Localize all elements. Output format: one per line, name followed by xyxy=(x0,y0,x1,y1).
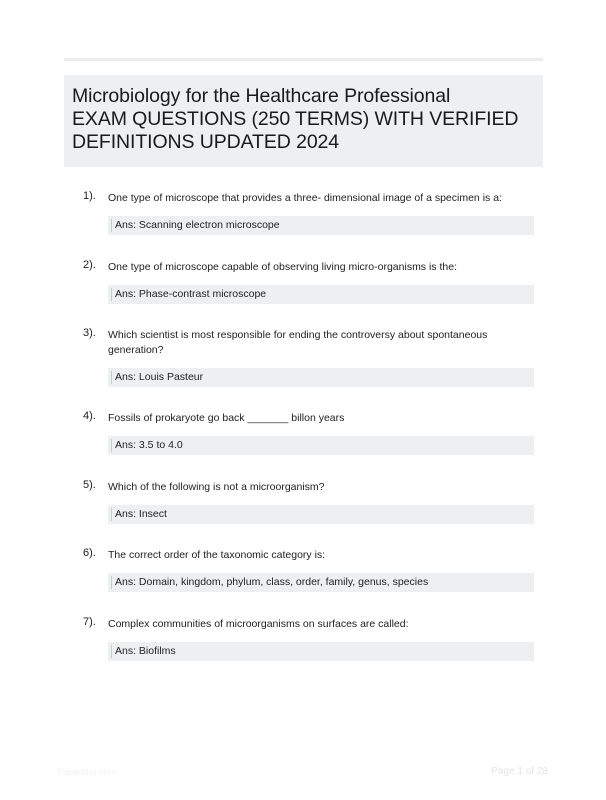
title-line-3: DEFINITIONS UPDATED 2024 xyxy=(72,131,340,153)
answer-box: Ans: Domain, kingdom, phylum, class, order, family, genus, species xyxy=(108,573,534,592)
answer-box: Ans: Biofilms xyxy=(108,642,534,661)
answer-box: Ans: Phase-contrast microscope xyxy=(108,285,534,304)
footer-site-watermark: Papertibo.com xyxy=(58,767,117,777)
question-number: 2). xyxy=(83,259,96,271)
question-text: The correct order of the taxonomic category is: xyxy=(108,549,326,561)
title-line-1: Microbiology for the Healthcare Professional xyxy=(72,85,451,107)
top-divider xyxy=(64,58,543,61)
question-number: 4). xyxy=(83,410,96,422)
page-number: Page 1 of 28 xyxy=(491,766,548,777)
document-title-block xyxy=(64,75,543,167)
answer-box: Ans: 3.5 to 4.0 xyxy=(108,436,534,455)
question-text: One type of microscope that provides a three- dimensional image of a specimen is a: xyxy=(108,192,502,204)
question-text: Which of the following is not a microorganism? xyxy=(108,481,325,493)
question-number: 1). xyxy=(83,190,96,202)
question-number: 6). xyxy=(83,547,96,559)
question-number: 3). xyxy=(83,327,96,339)
answer-box: Ans: Scanning electron microscope xyxy=(108,216,534,235)
question-text: Complex communities of microorganisms on surfaces are called: xyxy=(108,618,409,630)
answer-box: Ans: Insect xyxy=(108,505,534,524)
question-text: Which scientist is most responsible for ending the controversy about spontaneous generation? xyxy=(108,329,488,356)
title-line-2: EXAM QUESTIONS (250 TERMS) WITH VERIFIED xyxy=(72,108,519,130)
question-number: 5). xyxy=(83,479,96,491)
question-number: 7). xyxy=(83,616,96,628)
answer-box: Ans: Louis Pasteur xyxy=(108,368,534,387)
question-text: One type of microscope capable of observing living micro-organisms is the: xyxy=(108,261,457,273)
question-text: Fossils of prokaryote go back _______ billon years xyxy=(108,412,345,424)
